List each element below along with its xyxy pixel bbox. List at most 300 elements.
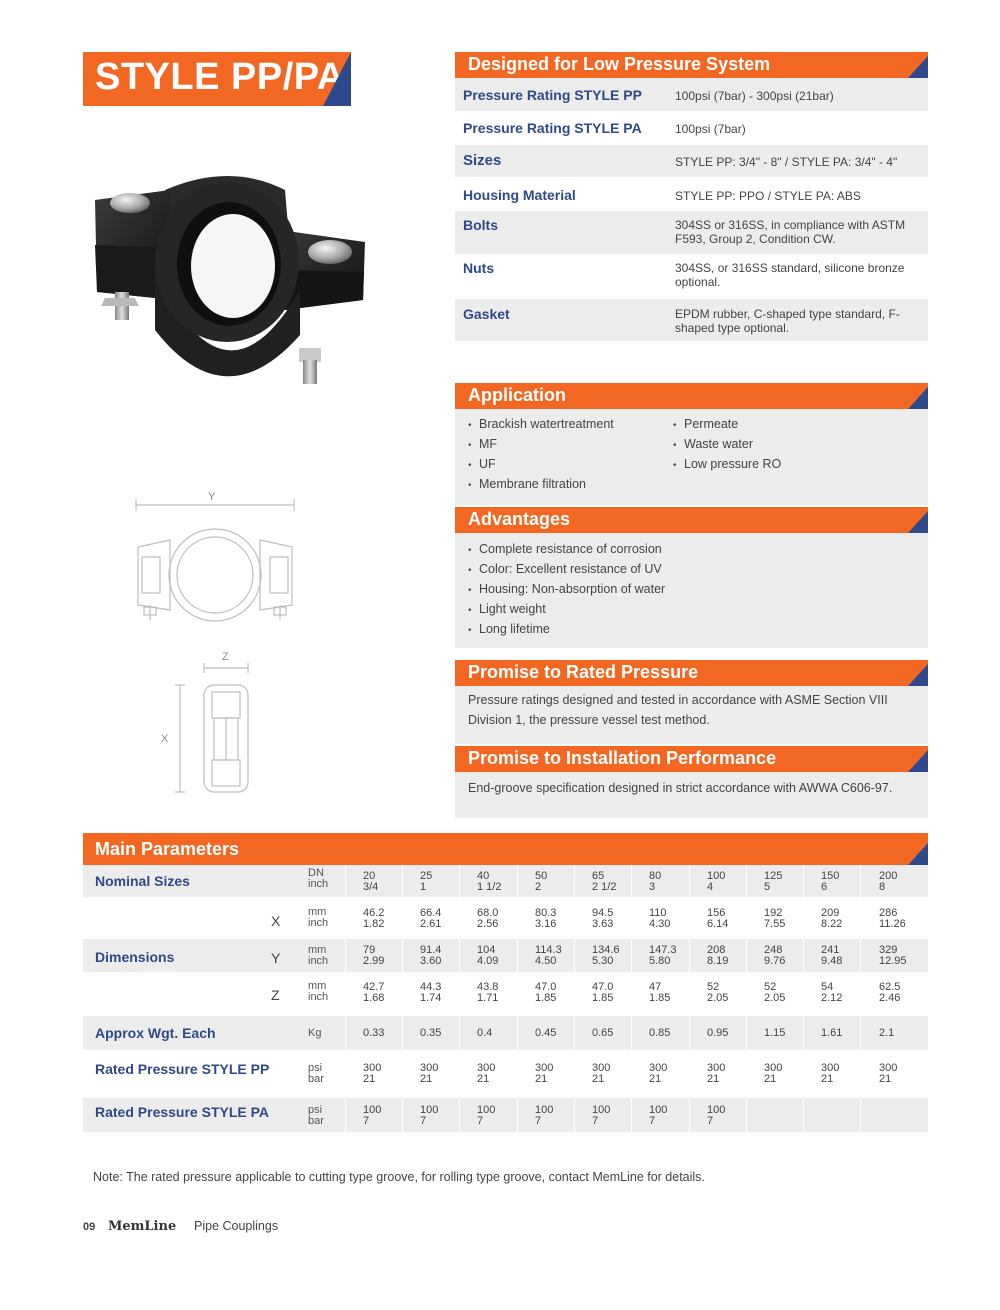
table-cell [879,982,935,1004]
table-cell [821,1028,877,1039]
spec-label: Sizes [463,152,502,169]
cell-value-top: 1.15 [764,1027,786,1039]
column-divider [517,939,518,972]
column-divider [803,1098,804,1132]
table-cell [420,871,476,893]
cell-value-bottom: 7 [707,1115,714,1127]
list-item: • Membrane filtration [468,474,614,494]
dimension-x-row [83,897,928,939]
table-cell [420,1063,476,1085]
design-section-header [455,52,928,78]
main-parameters-header [83,833,928,865]
cell-value-top: 100 [707,1104,726,1116]
column-divider [803,1016,804,1050]
cell-value-bottom: 7 [420,1115,427,1127]
cell-value-top: 100 [592,1104,611,1116]
table-cell [592,982,648,1004]
cell-value-bottom: 21 [707,1073,720,1085]
cell-value-bottom: 1.68 [363,992,385,1004]
table-cell [879,945,935,967]
row-unit [308,945,328,967]
cell-value-bottom: 8 [879,881,886,893]
promise-pressure-header-text: Promise to Rated Pressure [468,662,699,682]
cell-value-top: 0.65 [592,1027,614,1039]
list-item: • UF [468,454,614,474]
advantages-list [468,539,665,639]
table-cell [535,982,591,1004]
list-item: • Light weight [468,599,665,619]
promise-install-text: End-groove specification designed in strict accordance with AWWA C606-97. [468,781,893,795]
cell-value-bottom: 5.80 [649,955,671,967]
table-cell [649,871,705,893]
column-divider [345,1098,346,1132]
cell-value-bottom: 2 1/2 [592,881,617,893]
cell-value-bottom: 1.85 [535,992,557,1004]
cell-value-bottom: 3.60 [420,955,442,967]
page-title-banner [83,52,351,106]
spec-value: 100psi (7bar) [675,122,746,136]
cell-value-top: 100 [363,1104,382,1116]
column-divider [631,865,632,897]
cell-value-top: 100 [649,1104,668,1116]
column-divider [402,1016,403,1050]
cell-value-top: 100 [707,870,726,882]
cell-value-bottom: 7 [592,1115,599,1127]
cell-value-bottom: 2.05 [764,992,786,1004]
column-divider [860,1098,861,1132]
advantages-panel [455,533,928,648]
column-divider [517,865,518,897]
unit-top: psi [308,1062,323,1074]
table-cell [821,982,877,1004]
page-title: STYLE PP/PA [95,56,345,98]
cell-value-top: 150 [821,870,840,882]
cell-value-bottom: 1.85 [649,992,671,1004]
cell-value-bottom: 6 [821,881,828,893]
spec-table [455,78,928,341]
column-divider [803,939,804,972]
spec-row-housing [455,177,928,211]
cell-value-top: 2.1 [879,1027,895,1039]
nominal-sizes-row [83,865,928,897]
cell-value-top: 100 [420,1104,439,1116]
cell-value-top: 100 [477,1104,496,1116]
cell-value-bottom: 21 [879,1073,892,1085]
table-cell [764,1028,820,1039]
cell-value-top: 43.8 [477,981,499,993]
table-cell [592,1105,648,1127]
table-cell [707,908,763,930]
spec-label: Bolts [463,217,498,233]
column-divider [459,1098,460,1132]
list-item: • Waste water [673,434,781,454]
column-divider [345,865,346,897]
cell-value-bottom: 2.56 [477,918,499,930]
cell-value-bottom: 9.76 [764,955,786,967]
promise-install-panel [455,772,928,818]
cell-value-bottom: 2.12 [821,992,843,1004]
table-cell [363,1063,419,1085]
column-divider [860,939,861,972]
row-label: Rated Pressure STYLE PP [95,1061,270,1077]
cell-value-top: 66.4 [420,907,442,919]
cell-value-bottom: 21 [764,1073,777,1085]
column-divider [689,865,690,897]
table-cell [764,908,820,930]
table-cell [707,871,763,893]
footer-section-name: Pipe Couplings [194,1219,279,1233]
list-item: • Housing: Non-absorption of water [468,579,665,599]
column-divider [402,1098,403,1132]
table-cell [649,945,705,967]
column-divider [631,1098,632,1132]
cell-value-top: 134.6 [592,944,620,956]
table-cell [535,908,591,930]
cell-value-top: 25 [420,870,433,882]
row-unit [308,1028,321,1039]
cell-value-top: 300 [477,1062,496,1074]
column-divider [860,1016,861,1050]
cell-value-bottom: 3.16 [535,918,557,930]
table-cell [363,908,419,930]
column-divider [574,1098,575,1132]
cell-value-top: 44.3 [420,981,442,993]
cell-value-bottom: 21 [649,1073,662,1085]
cell-value-top: 79 [363,944,376,956]
table-cell [420,908,476,930]
unit-bottom: bar [308,1115,324,1127]
table-cell [363,945,419,967]
column-divider [459,865,460,897]
table-cell [764,945,820,967]
table-cell [420,1105,476,1127]
spec-label: Nuts [463,260,495,276]
cell-value-bottom: 8.19 [707,955,729,967]
column-divider [517,1098,518,1132]
spec-label: Gasket [463,306,510,322]
table-cell [821,945,877,967]
column-divider [459,939,460,972]
cell-value-bottom: 1.82 [363,918,385,930]
cell-value-top: 300 [535,1062,554,1074]
cell-value-bottom: 1.85 [592,992,614,1004]
axis-label: Z [271,987,280,1003]
cell-value-bottom: 3/4 [363,881,379,893]
column-divider [345,939,346,972]
table-cell [879,1063,935,1085]
column-divider [574,939,575,972]
table-cell [707,945,763,967]
table-cell [764,871,820,893]
header-corner-accent [908,511,928,533]
spec-value: 304SS, or 316SS standard, silicone bronze optional. [675,261,905,289]
table-cell [363,871,419,893]
row-unit [308,907,328,929]
table-cell [477,1063,533,1085]
spec-label: Pressure Rating STYLE PP [463,87,642,103]
table-cell [477,945,533,967]
cell-value-top: 0.33 [363,1027,385,1039]
cell-value-bottom: 21 [420,1073,433,1085]
cell-value-top: 110 [649,907,667,919]
main-parameters-header-text: Main Parameters [95,839,240,859]
cell-value-top: 300 [879,1062,898,1074]
cell-value-bottom: 11.26 [879,918,906,930]
cell-value-top: 94.5 [592,907,614,919]
cell-value-top: 248 [764,944,783,956]
cell-value-top: 300 [649,1062,668,1074]
cell-value-top: 208 [707,944,726,956]
column-divider [689,1016,690,1050]
table-cell [592,871,648,893]
coupling-product-photo [85,160,375,400]
table-cell [420,945,476,967]
cell-value-top: 125 [764,870,783,882]
axis-label: Y [271,950,281,966]
cell-value-top: 47 [649,981,662,993]
cell-value-top: 42.7 [363,981,385,993]
cell-value-bottom: 7 [363,1115,370,1127]
dimension-x-label: X [161,733,169,745]
table-cell [764,1063,820,1085]
side-view-diagram [170,660,265,800]
unit-top: mm [308,944,327,956]
cell-value-bottom: 2.61 [420,918,442,930]
column-divider [803,865,804,897]
table-cell [879,908,935,930]
table-cell [649,1028,705,1039]
spec-label: Housing Material [463,187,576,203]
row-unit [308,868,328,890]
cell-value-top: 20 [363,870,376,882]
header-corner-accent [908,56,928,78]
table-cell [707,982,763,1004]
table-cell [649,1105,705,1127]
header-corner-accent [908,843,928,865]
column-divider [746,1016,747,1050]
cell-value-top: 0.95 [707,1027,729,1039]
column-divider [631,1016,632,1050]
cell-value-bottom: 1.71 [477,992,499,1004]
cell-value-bottom: 2.46 [879,992,901,1004]
cell-value-top: 300 [420,1062,439,1074]
table-cell [707,1028,763,1039]
cell-value-bottom: 21 [592,1073,605,1085]
table-cell [363,1105,419,1127]
cell-value-top: 1.61 [821,1027,843,1039]
table-cell [535,945,591,967]
column-divider [402,865,403,897]
application-list-left [468,414,614,494]
promise-pressure-line: Division 1, the pressure vessel test method. [468,713,710,727]
spec-label: Pressure Rating STYLE PA [463,120,642,136]
row-label: Dimensions [95,949,175,965]
column-divider [746,939,747,972]
cell-value-bottom: 1 [420,881,427,893]
spec-row-bolts [455,211,928,254]
promise-install-header [455,746,928,772]
row-label: Approx Wgt. Each [95,1025,216,1041]
cell-value-top: 114.3 [535,944,562,956]
cell-value-bottom: 7 [535,1115,542,1127]
table-cell [420,982,476,1004]
cell-value-top: 54 [821,981,834,993]
application-section-header [455,383,928,409]
cell-value-top: 80.3 [535,907,557,919]
spec-value: 304SS or 316SS, in compliance with ASTM F593, Group 2, Condition CW. [675,218,906,246]
table-cell [363,1028,419,1039]
dimension-z-row [83,972,928,1016]
cell-value-top: 192 [764,907,783,919]
cell-value-bottom: 4.30 [649,918,671,930]
row-unit [308,1105,324,1127]
header-corner-accent [908,750,928,772]
cell-value-bottom: 21 [477,1073,490,1085]
table-cell [363,982,419,1004]
dimension-y-label: Y [208,491,216,503]
table-cell [821,1063,877,1085]
axis-label: X [271,913,281,929]
column-divider [345,1016,346,1050]
cell-value-top: 300 [592,1062,611,1074]
spec-row-pressure-pa [455,111,928,145]
table-cell [649,982,705,1004]
cell-value-top: 300 [363,1062,382,1074]
cell-value-bottom: 1.74 [420,992,442,1004]
advantages-section-header [455,507,928,533]
promise-pressure-text [468,690,918,730]
header-corner-accent [908,387,928,409]
cell-value-top: 65 [592,870,605,882]
cell-value-top: 40 [477,870,490,882]
cell-value-top: 68.0 [477,907,499,919]
cell-value-top: 300 [821,1062,840,1074]
cell-value-top: 286 [879,907,898,919]
cell-value-top: 241 [821,944,840,956]
cell-value-top: 52 [707,981,720,993]
spec-row-sizes [455,145,928,177]
column-divider [689,1098,690,1132]
promise-pressure-line: Pressure ratings designed and tested in accordance with ASME Section VIII [468,693,888,707]
cell-value-top: 100 [535,1104,554,1116]
cell-value-top: 0.45 [535,1027,557,1039]
table-cell [592,1028,648,1039]
cell-value-top: 46.2 [363,907,385,919]
spec-row-nuts [455,254,928,299]
spec-value: 100psi (7bar) - 300psi (21bar) [675,89,834,103]
design-header-text: Designed for Low Pressure System [468,54,771,74]
spec-value: STYLE PP: PPO / STYLE PA: ABS [675,189,861,203]
cell-value-bottom: 3.63 [592,918,614,930]
table-cell [707,1105,763,1127]
page-number: 09 [83,1221,96,1233]
table-cell [477,1028,533,1039]
table-cell [477,908,533,930]
row-unit [308,981,328,1003]
table-cell [821,908,877,930]
rated-pressure-pp-row [83,1050,928,1098]
column-divider [631,939,632,972]
cell-value-bottom: 12.95 [879,955,907,967]
cell-value-top: 156 [707,907,726,919]
cell-value-top: 104 [477,944,496,956]
column-divider [689,939,690,972]
cell-value-top: 80 [649,870,662,882]
column-divider [459,1016,460,1050]
table-cell [649,1063,705,1085]
cell-value-bottom: 3 [649,881,656,893]
table-cell [535,1063,591,1085]
table-cell [592,908,648,930]
row-label: Rated Pressure STYLE PA [95,1104,270,1120]
cell-value-top: 300 [707,1062,726,1074]
cell-value-bottom: 1 1/2 [477,881,502,893]
column-divider [574,865,575,897]
advantages-header-text: Advantages [468,509,571,529]
cell-value-bottom: 7.55 [764,918,786,930]
cell-value-top: 147.3 [649,944,677,956]
unit-top: Kg [308,1027,322,1039]
cell-value-bottom: 2.99 [363,955,385,967]
promise-install-header-text: Promise to Installation Performance [468,748,777,768]
cell-value-top: 200 [879,870,898,882]
unit-top: psi [308,1104,323,1116]
brand-logo: MemLine [108,1219,177,1234]
cell-value-bottom: 6.14 [707,918,729,930]
table-cell [821,871,877,893]
unit-top: mm [308,906,327,918]
spec-value: EPDM rubber, C-shaped type standard, F-shaped type optional. [675,307,900,335]
cell-value-top: 47.0 [535,981,557,993]
cell-value-bottom: 2.05 [707,992,729,1004]
list-item: • Brackish watertreatment [468,414,614,434]
application-list-right [673,414,781,474]
cell-value-bottom: 21 [535,1073,548,1085]
cell-value-bottom: 7 [649,1115,656,1127]
unit-bottom: inch [308,955,329,967]
column-divider [746,865,747,897]
cell-value-top: 209 [821,907,840,919]
unit-bottom: inch [308,991,329,1003]
cell-value-top: 62.5 [879,981,901,993]
cell-value-bottom: 4.09 [477,955,499,967]
list-item: • MF [468,434,614,454]
cell-value-top: 50 [535,870,548,882]
list-item: • Long lifetime [468,619,665,639]
table-cell [477,1105,533,1127]
cell-value-bottom: 5 [764,881,771,893]
dimension-y-row [83,939,928,972]
row-unit [308,1063,324,1085]
cell-value-bottom: 7 [477,1115,484,1127]
spec-value: STYLE PP: 3/4" - 8" / STYLE PA: 3/4" - 4" [675,155,898,169]
title-corner-accent [323,52,351,106]
list-item: • Low pressure RO [673,454,781,474]
table-cell [535,1105,591,1127]
unit-top: DN [308,867,324,879]
cell-value-bottom: 9.48 [821,955,843,967]
cell-value-bottom: 5.30 [592,955,614,967]
column-divider [860,865,861,897]
cell-value-top: 0.85 [649,1027,671,1039]
spec-row-pressure-pp [455,78,928,111]
column-divider [402,939,403,972]
cell-value-top: 47.0 [592,981,614,993]
application-header-text: Application [468,385,566,405]
cell-value-top: 300 [764,1062,783,1074]
cell-value-top: 0.35 [420,1027,442,1039]
unit-bottom: inch [308,917,329,929]
